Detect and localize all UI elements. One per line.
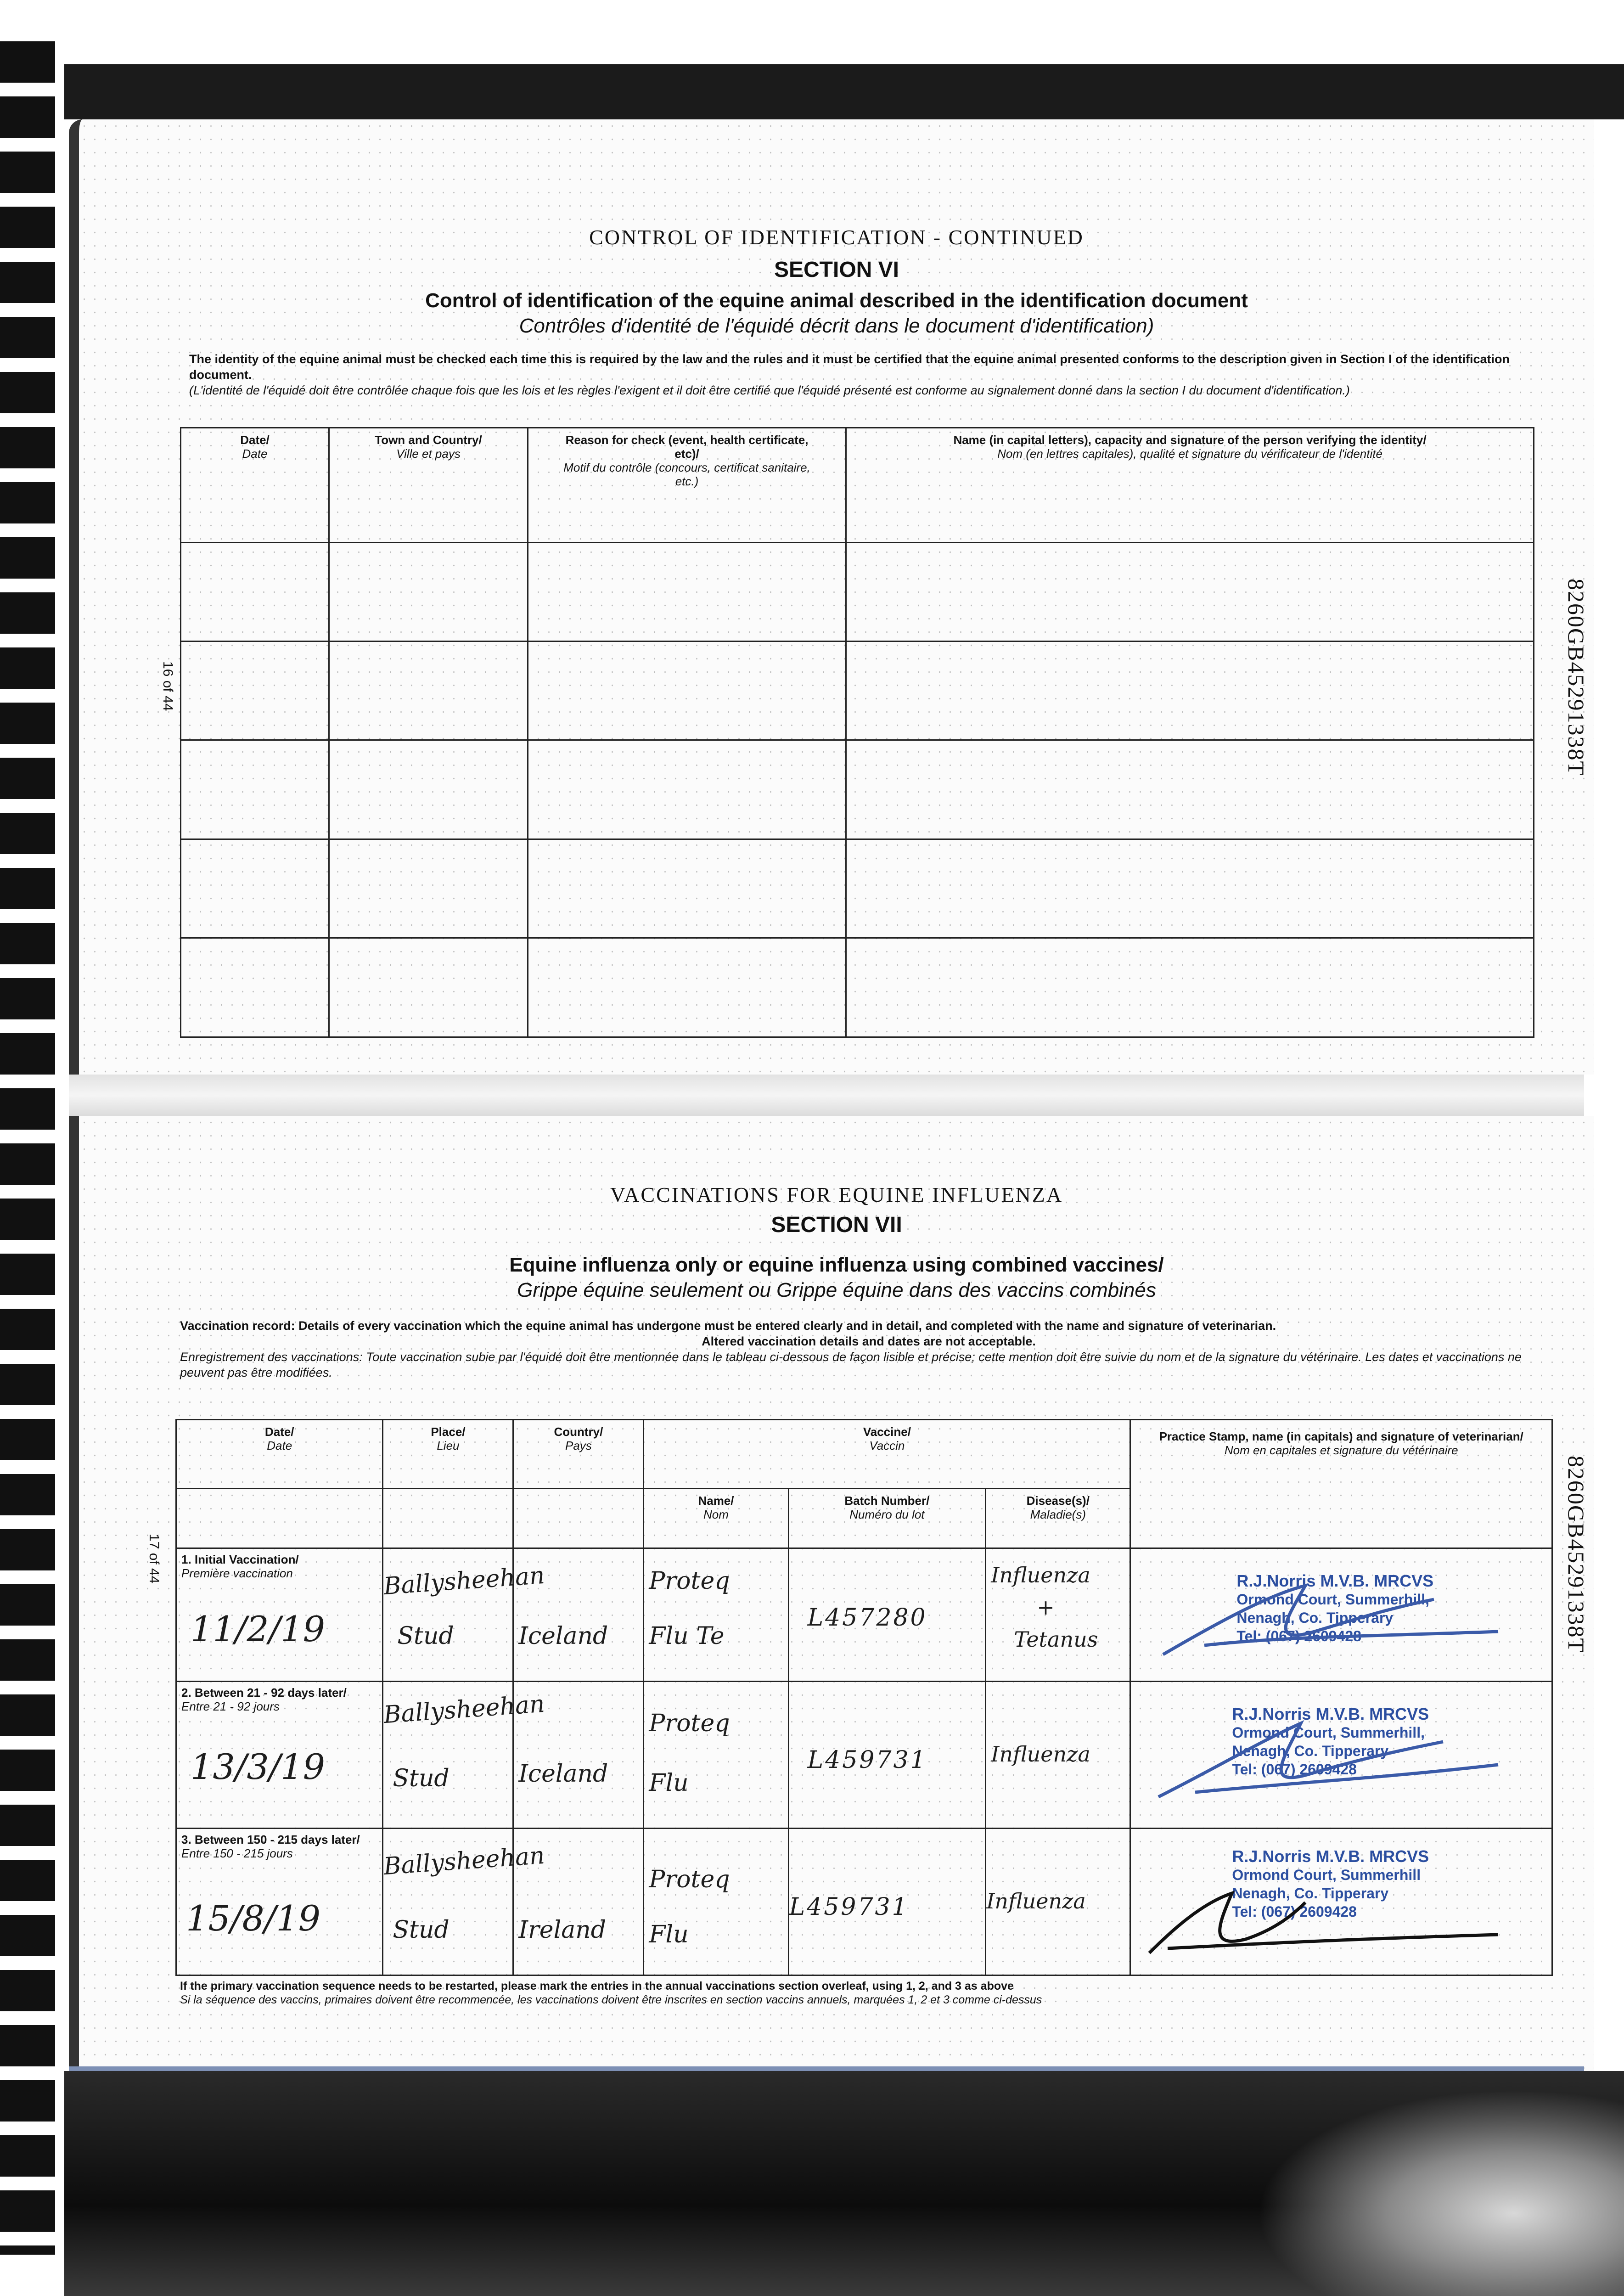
vaccination-date: 13/3/19 [191, 1746, 325, 1787]
page-fold [69, 1075, 1584, 1116]
table-row [181, 642, 1534, 740]
stamp-cell [1130, 1682, 1552, 1829]
date-sub [176, 1489, 383, 1548]
table-row [181, 938, 1534, 1037]
col-vaccine-name: Name/ Nom [644, 1489, 788, 1548]
col-vaccine: Vaccine/ Vaccin [644, 1420, 1130, 1489]
col-country: Country/ Pays [513, 1420, 644, 1489]
disease-cell: Influenza [986, 1829, 1130, 1975]
country-cell: Iceland [513, 1682, 644, 1829]
date-cell: 2. Between 21 - 92 days later/ Entre 21 - 92 jours 13/3/19 [176, 1682, 383, 1829]
page-header: CONTROL OF IDENTIFICATION - CONTINUED [589, 225, 1084, 249]
table-row [181, 740, 1534, 839]
col-disease: Disease(s)/ Maladie(s) [986, 1489, 1130, 1548]
practice-stamp: R.J.Norris M.V.B. MRCVS Ormond Court, Summerhill, Nenagh, Co. Tipperary Tel: (067) 2609428 [1236, 1571, 1434, 1644]
veterinarian-signature [1149, 1567, 1507, 1668]
col-reason: Reason for check (event, health certificate, etc)/ Motif du contrôle (concours, certificat sanitaire, etc.) [528, 428, 846, 543]
batch-cell: L459731 [788, 1829, 986, 1975]
identification-check-table [180, 427, 1534, 1038]
section-subtitle-fr: Grippe équine seulement ou Grippe équine dans des vaccins combinés [517, 1279, 1156, 1301]
section-subtitle-en: Control of identification of the equine animal described in the identification document [425, 289, 1248, 312]
practice-stamp: R.J.Norris M.V.B. MRCVS Ormond Court, Summerhill Nenagh, Co. Tipperary Tel: (067) 2609428 [1232, 1847, 1429, 1920]
col-batch: Batch Number/ Numéro du lot [788, 1489, 986, 1548]
vaccine-name-cell: Proteq Flu [644, 1682, 788, 1829]
section-title: SECTION VII [771, 1213, 902, 1237]
passport-id-top: 8260GB45291338T [1563, 579, 1589, 776]
intro-fr: (L'identité de l'équidé doit être contrôlée chaque fois que les lois et les règles l'exigent et il doit être certifié que l'équidé présenté est conforme au signalement donné dans la section I du document d'identification.) [189, 383, 1350, 397]
veterinarian-signature [1140, 1857, 1507, 1967]
vaccination-row-1 [176, 1548, 1552, 1682]
page-header: VACCINATIONS FOR EQUINE INFLUENZA [610, 1183, 1063, 1206]
place-cell: Ballysheehan Stud [383, 1829, 513, 1975]
table-row [181, 542, 1534, 641]
practice-stamp: R.J.Norris M.V.B. MRCVS Ormond Court, Summerhill, Nenagh, Co. Tipperary Tel: (067) 2609428 [1232, 1705, 1429, 1778]
date-cell: 1. Initial Vaccination/ Première vaccination 11/2/19 [176, 1548, 383, 1682]
place-sub [383, 1489, 513, 1548]
country-cell: Iceland [513, 1548, 644, 1682]
page-number-bottom: 17 of 44 [146, 1534, 162, 1584]
veterinarian-signature [1149, 1705, 1507, 1815]
batch-cell: L459731 [788, 1682, 986, 1829]
intro-text: Vaccination record: Details of every vaccination which the equine animal has undergone must be entered clearly and in detail, and completed with the name and signature of veterinarian. Altered vaccination details and dates are not acceptable. Enregistrement des vaccinations: Toute vaccination subie par l'équidé doit être mentionnée dans le tableau ci-dessous de façon lisible et précise; cette mention doit être suivie du nom et de la signature du vétérinaire. Les dates et vaccinations ne peuvent pas être modifiées. [180, 1319, 1522, 1379]
table-row [181, 839, 1534, 938]
col-verifier: Name (in capital letters), capacity and signature of the person verifying the identity/ Nom (en lettres capitales), qualité et signature du vérificateur de l'identité [846, 428, 1534, 543]
intro-en: The identity of the equine animal must be checked each time this is required by the law and the rules and it must be certified that the equine animal presented conforms to the description given in Section I of the identification document. [189, 352, 1510, 382]
vaccination-table [175, 1419, 1553, 1976]
table-header-row [181, 428, 1534, 543]
page-section-vii [69, 1116, 1594, 2071]
date-cell: 3. Between 150 - 215 days later/ Entre 150 - 215 jours 15/8/19 [176, 1829, 383, 1975]
country-cell: Ireland [513, 1829, 644, 1975]
vaccine-name-cell: Proteq Flu Te [644, 1548, 788, 1682]
vaccine-name-cell: Proteq Flu [644, 1829, 788, 1975]
scan-bottom-shadow [64, 2071, 1624, 2296]
country-sub [513, 1489, 644, 1548]
stamp-cell [1130, 1548, 1552, 1682]
footer-note: If the primary vaccination sequence needs to be restarted, please mark the entries in the annual vaccinations section overleaf, using 1, 2, and 3 as above Si la séquence des vaccins, primaires doivent être recommencée, les vaccinations doivent être inscrites en section vaccins annuels, marquées 1, 2 et 3 comme ci-dessus [180, 1980, 1042, 2006]
section-title: SECTION VI [774, 258, 899, 282]
place-cell: Ballysheehan Stud [383, 1548, 513, 1682]
intro-text [189, 351, 1548, 398]
col-date: Date/ Date [176, 1420, 383, 1489]
stamp-cell [1130, 1829, 1552, 1975]
disease-cell: Influenza + Tetanus [986, 1548, 1130, 1682]
place-cell: Ballysheehan Stud [383, 1682, 513, 1829]
vaccination-row-3 [176, 1829, 1552, 1975]
passport-id-bottom: 8260GB45291338T [1563, 1456, 1589, 1653]
col-town-country: Town and Country/ Ville et pays [329, 428, 528, 543]
col-place: Place/ Lieu [383, 1420, 513, 1489]
vaccination-date: 15/8/19 [186, 1898, 320, 1939]
ring-binding [0, 41, 55, 2255]
section-subtitle-en: Equine influenza only or equine influenza using combined vaccines/ [509, 1254, 1164, 1276]
col-date: Date/ Date [181, 428, 329, 543]
section-subtitle-fr: Contrôles d'identité de l'équidé décrit dans le document d'identification) [519, 315, 1154, 337]
disease-cell: Influenza [986, 1682, 1130, 1829]
table-header-row [176, 1420, 1552, 1489]
page-number-top: 16 of 44 [160, 661, 175, 711]
col-stamp: Practice Stamp, name (in capitals) and signature of veterinarian/ Nom en capitales et signature du vétérinaire [1130, 1420, 1552, 1548]
scan-top-shadow [64, 64, 1624, 119]
page-section-vi [69, 119, 1594, 1075]
batch-cell: L457280 [788, 1548, 986, 1682]
vaccination-date: 11/2/19 [191, 1609, 325, 1649]
vaccination-row-2 [176, 1682, 1552, 1829]
